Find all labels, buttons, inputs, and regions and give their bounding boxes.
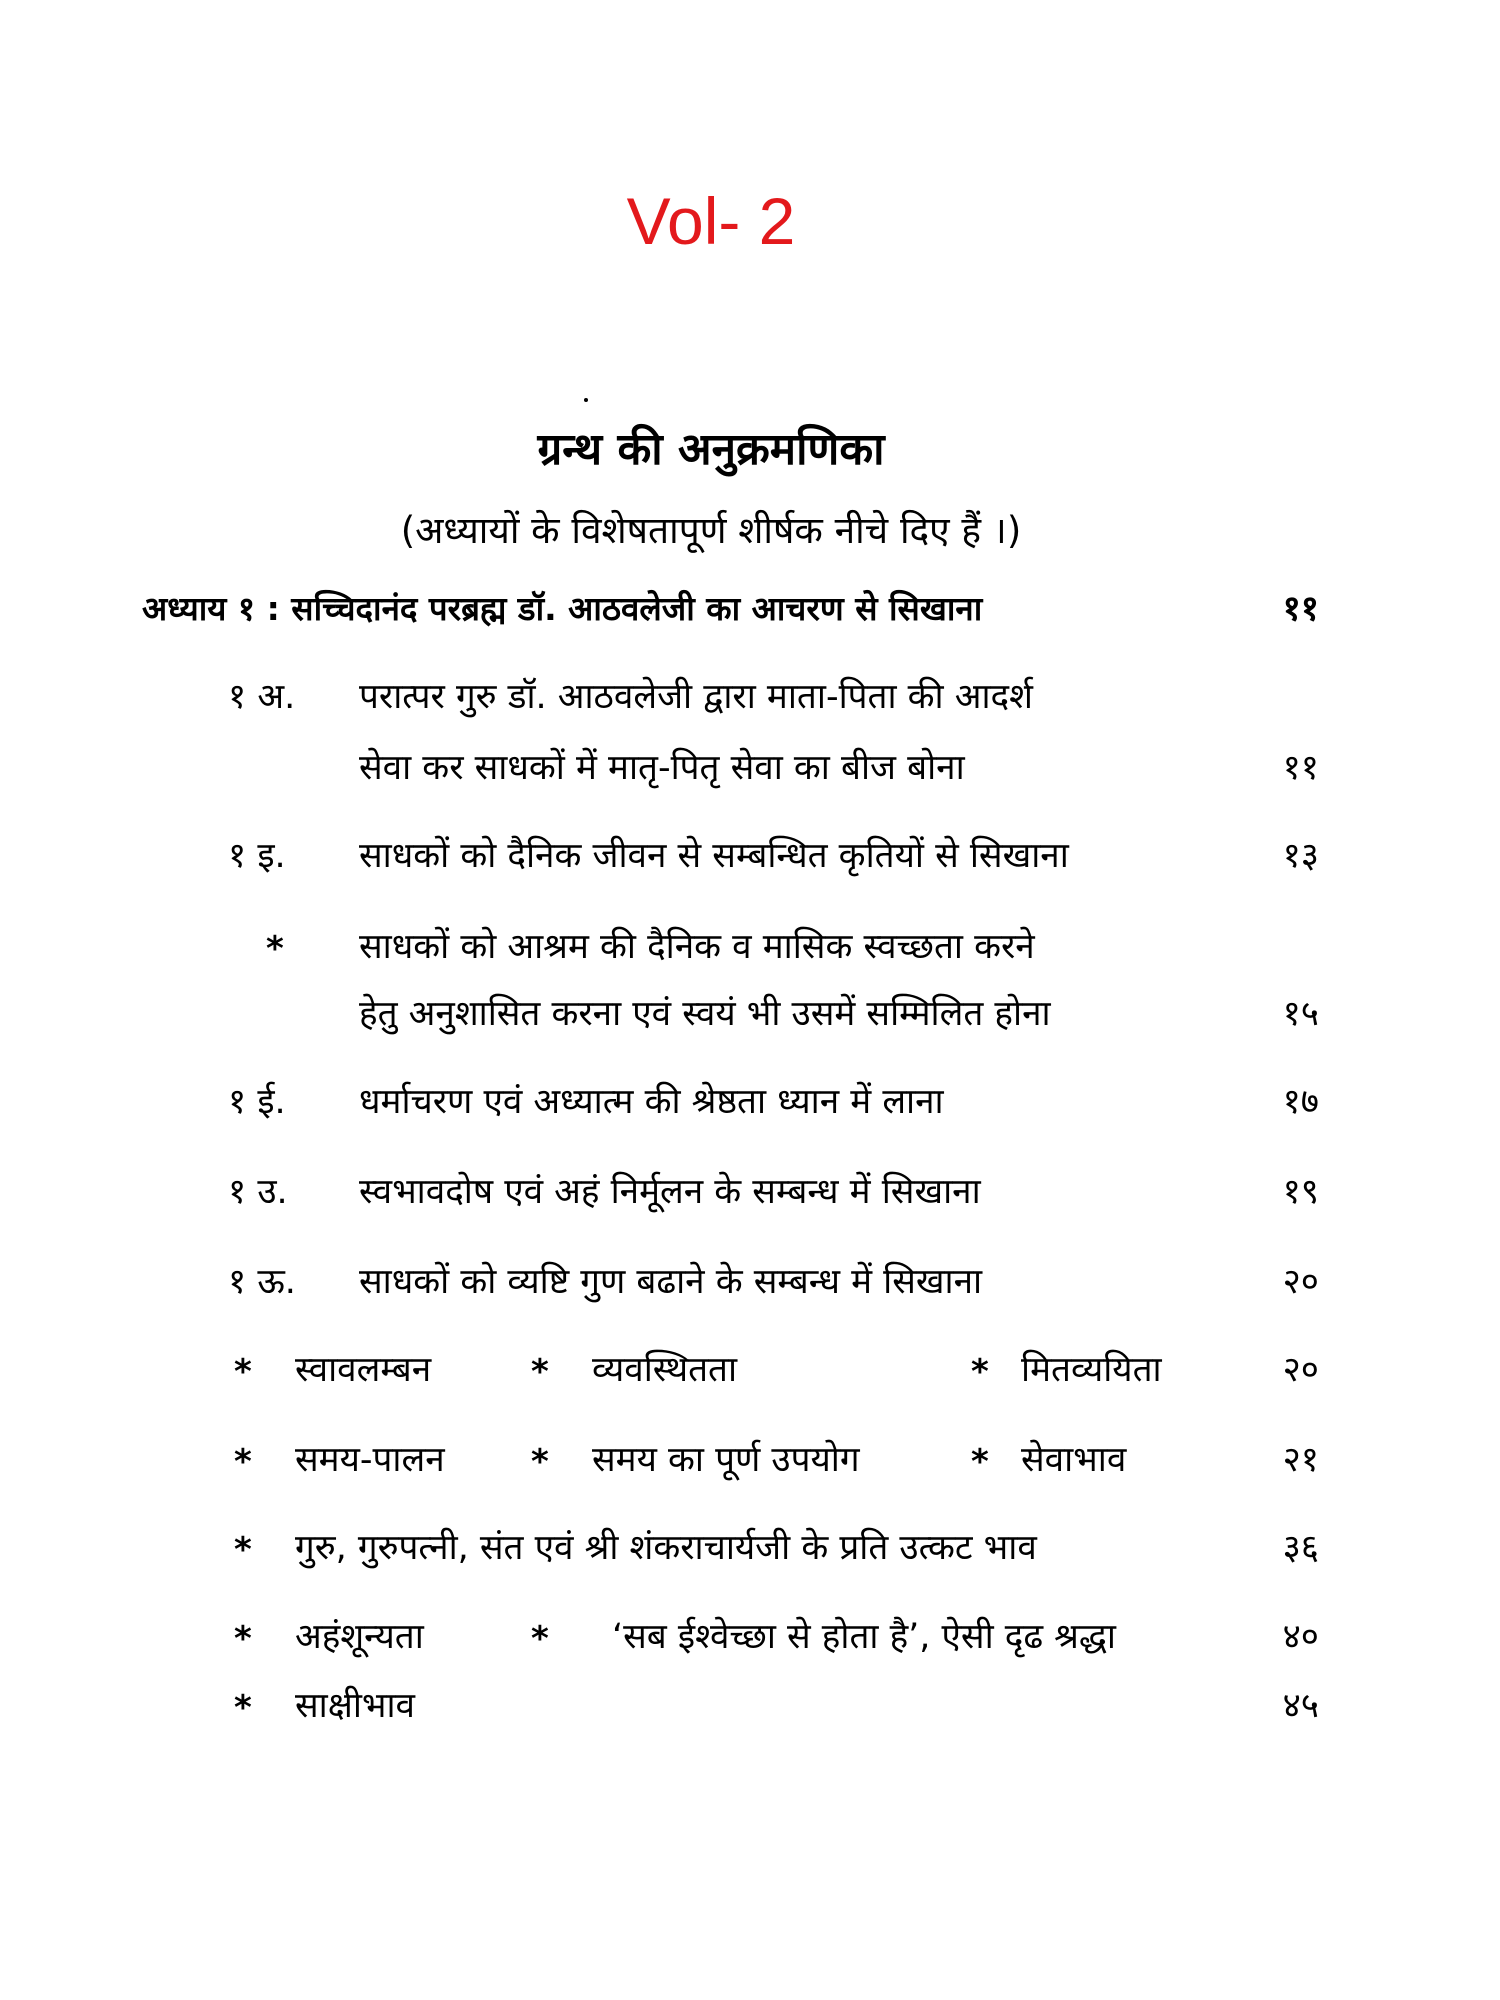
bullet-item: समय का पूर्ण उपयोग — [592, 1440, 860, 1480]
asterisk-icon: * — [971, 1352, 989, 1392]
section-title-line: हेतु अनुशासित करना एवं स्वयं भी उसमें सम्मिलित होना — [359, 994, 1051, 1034]
asterisk-icon: * — [531, 1442, 549, 1482]
chapter-page-number: ११ — [1282, 589, 1319, 629]
asterisk-icon: * — [234, 1530, 252, 1570]
asterisk-icon: * — [234, 1442, 252, 1482]
bullet-item: ‘सब ईश्वेच्छा से होता है’, ऐसी दृढ श्रद्धा — [612, 1617, 1116, 1657]
section-title-line: स्वभावदोष एवं अहं निर्मूलन के सम्बन्ध में सिखाना — [359, 1172, 981, 1212]
page-subtitle: (अध्यायों के विशेषतापूर्ण शीर्षक नीचे दिए हैं ।) — [400, 509, 1022, 552]
bullet-item: मितव्ययिता — [1021, 1350, 1162, 1390]
section-page-number: १९ — [1282, 1172, 1319, 1212]
chapter-heading: अध्याय १ : सच्चिदानंद परब्रह्म डॉ. आठवलेजी का आचरण से सिखाना — [142, 589, 983, 628]
section-number: १ ऊ. — [228, 1262, 296, 1302]
section-title-line: धर्माचरण एवं अध्यात्म की श्रेष्ठता ध्यान में लाना — [359, 1082, 944, 1122]
asterisk-icon: * — [234, 1688, 252, 1728]
bullet-item: व्यवस्थितता — [592, 1350, 738, 1390]
section-number: १ ई. — [228, 1082, 286, 1122]
section-page-number: २० — [1282, 1262, 1319, 1302]
section-page-number: १७ — [1282, 1082, 1319, 1122]
asterisk-icon: * — [234, 1352, 252, 1392]
section-page-number: १३ — [1282, 836, 1319, 876]
bullet-page-number: २० — [1282, 1350, 1319, 1390]
bullet-item: अहंशून्यता — [295, 1617, 424, 1657]
bullet-item: समय-पालन — [295, 1440, 445, 1480]
section-title-line: साधकों को आश्रम की दैनिक व मासिक स्वच्छता करने — [359, 927, 1035, 967]
section-number: १ अ. — [228, 677, 296, 717]
asterisk-icon: * — [234, 1619, 252, 1659]
section-title-line: साधकों को दैनिक जीवन से सम्बन्धित कृतियों से सिखाना — [359, 836, 1069, 876]
bullet-page-number: २१ — [1282, 1440, 1319, 1480]
section-page-number: ११ — [1282, 748, 1319, 788]
asterisk-icon: * — [971, 1442, 989, 1482]
volume-label: Vol- 2 — [626, 184, 796, 258]
bullet-item: सेवाभाव — [1021, 1440, 1127, 1480]
section-number: १ उ. — [228, 1172, 288, 1212]
section-title-line: साधकों को व्यष्टि गुण बढाने के सम्बन्ध में सिखाना — [359, 1262, 983, 1302]
asterisk-icon: * — [266, 929, 284, 969]
bullet-page-number: ४५ — [1282, 1686, 1319, 1726]
asterisk-icon: * — [531, 1352, 549, 1392]
section-number: १ इ. — [228, 836, 286, 876]
bullet-page-number: ३६ — [1282, 1528, 1319, 1568]
section-title-line: सेवा कर साधकों में मातृ-पितृ सेवा का बीज बोना — [359, 748, 965, 788]
page-title: ग्रन्थ की अनुक्रमणिका — [537, 424, 885, 475]
stray-dot — [584, 398, 588, 402]
bullet-item: गुरु, गुरुपत्नी, संत एवं श्री शंकराचार्यजी के प्रति उत्कट भाव — [295, 1528, 1037, 1568]
bullet-page-number: ४० — [1282, 1617, 1319, 1657]
bullet-item: स्वावलम्बन — [295, 1350, 432, 1390]
asterisk-icon: * — [531, 1619, 549, 1659]
section-page-number: १५ — [1282, 994, 1319, 1034]
bullet-item: साक्षीभाव — [295, 1686, 416, 1726]
section-title-line: परात्पर गुरु डॉ. आठवलेजी द्वारा माता-पिता की आदर्श — [359, 677, 1033, 717]
